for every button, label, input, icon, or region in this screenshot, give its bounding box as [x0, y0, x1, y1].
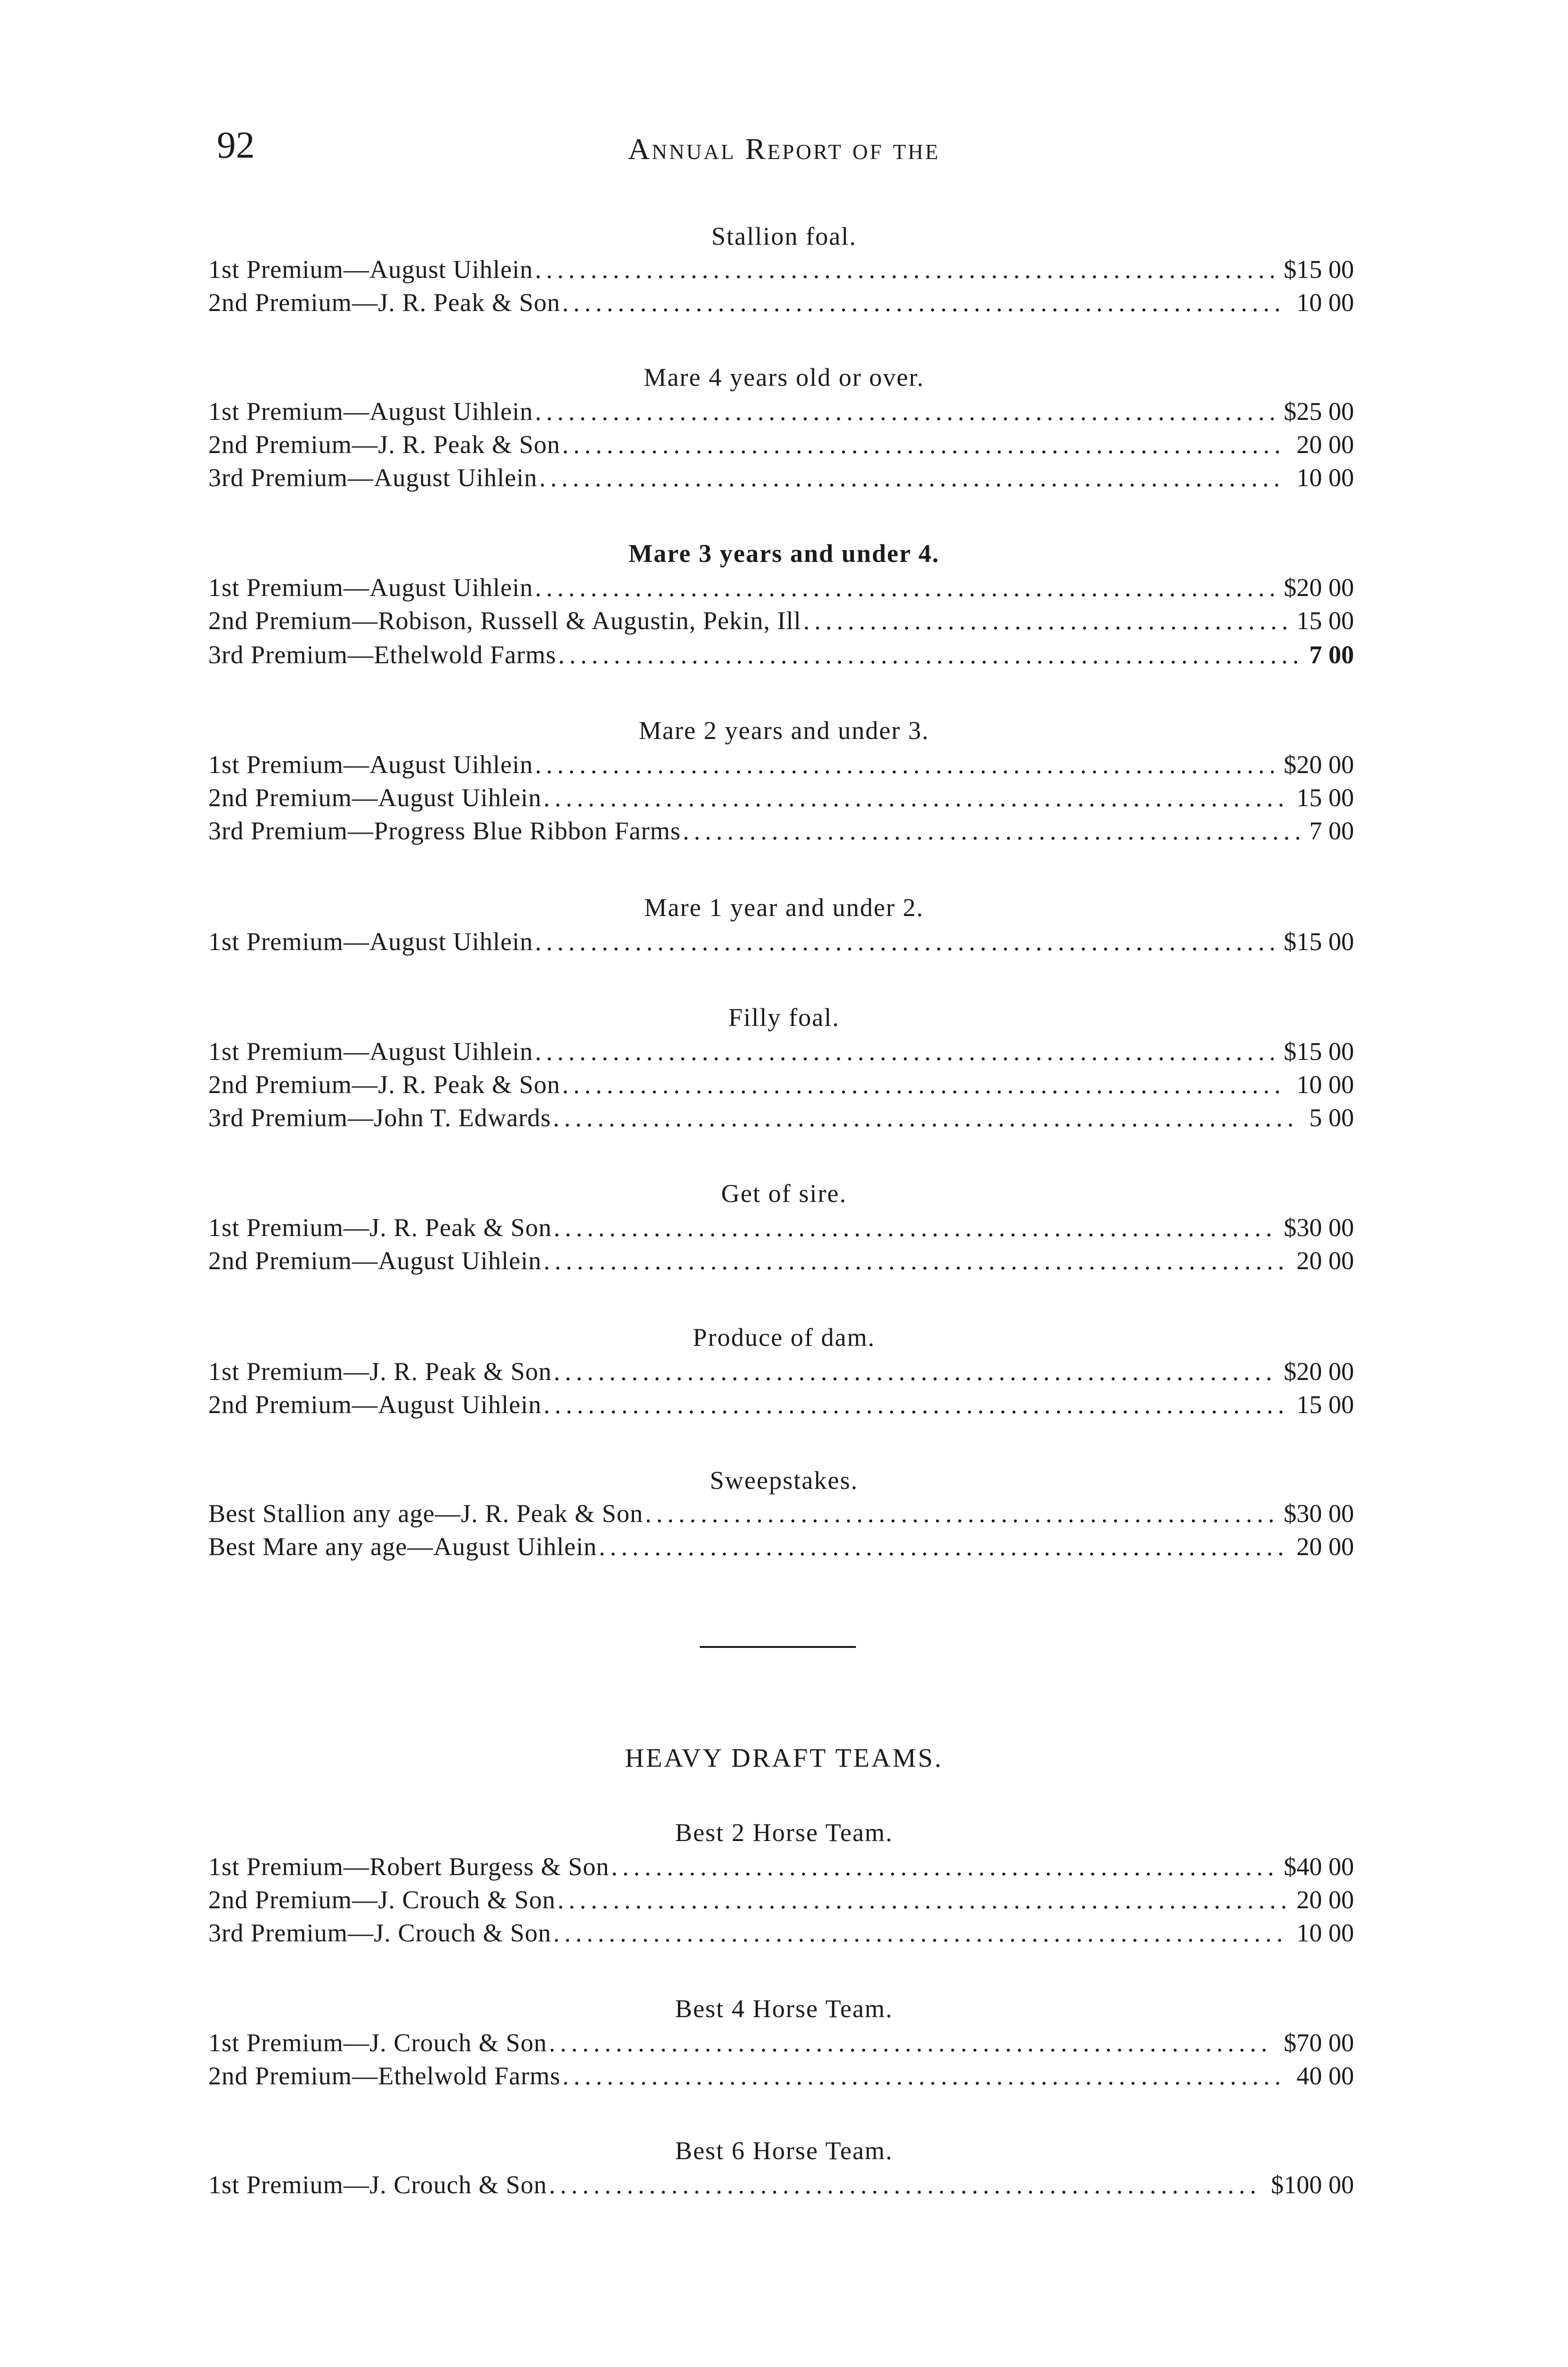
premium-winner: 3rd Premium—Ethelwold Farms: [208, 641, 556, 669]
dot-leader: [803, 606, 1286, 635]
premium-entry: [208, 1103, 1354, 1137]
premium-winner: 2nd Premium—J. R. Peak & Son: [208, 1070, 561, 1099]
class-title: Mare 2 years and under 3.: [639, 716, 929, 745]
dot-leader: [539, 463, 1286, 492]
premium-winner: 3rd Premium—August Uihlein: [208, 463, 537, 492]
premium-winner: 1st Premium—August Uihlein: [208, 927, 533, 956]
class-title: Get of sire.: [721, 1179, 847, 1208]
premium-amount: 15 00: [1296, 1390, 1354, 1419]
dot-leader: [554, 1213, 1274, 1242]
dot-leader: [562, 1070, 1286, 1099]
premium-entry: [208, 463, 1354, 497]
dot-leader: [562, 288, 1286, 317]
premium-amount: $20 00: [1283, 573, 1354, 602]
premium-amount: $20 00: [1283, 1357, 1354, 1386]
class-title: Stallion foal.: [711, 222, 857, 250]
class-title: Best 4 Horse Team.: [675, 1994, 893, 2023]
premium-amount: 40 00: [1296, 2062, 1354, 2090]
premium-winner: 1st Premium—Robert Burgess & Son: [208, 1852, 610, 1881]
premium-entry: [208, 1213, 1354, 1247]
premium-amount: 7 00: [1309, 641, 1354, 669]
dot-leader: [558, 640, 1299, 669]
premium-winner: 1st Premium—August Uihlein: [208, 1037, 533, 1066]
premium-amount: $30 00: [1283, 1213, 1354, 1242]
class-title: Sweepstakes.: [710, 1466, 858, 1495]
premium-entry: [208, 430, 1354, 464]
dot-leader: [535, 573, 1274, 602]
class-title: Mare 3 years and under 4.: [628, 539, 940, 568]
premium-entry: [208, 1532, 1354, 1566]
premium-entry: [208, 783, 1354, 817]
premium-entry: [208, 606, 1354, 640]
premium-winner: 2nd Premium—Robison, Russell & Augustin, Pekin, Ill: [208, 606, 802, 635]
premium-winner: 1st Premium—August Uihlein: [208, 397, 533, 426]
premium-entry: [208, 1070, 1354, 1104]
premium-entry: [208, 397, 1354, 431]
premium-amount: 10 00: [1296, 1070, 1354, 1099]
premium-winner: 2nd Premium—August Uihlein: [208, 1246, 542, 1275]
running-title: Annual Report of the: [628, 132, 940, 166]
dot-leader: [549, 2028, 1274, 2057]
premium-winner: 2nd Premium—August Uihlein: [208, 783, 542, 812]
premium-entry: [208, 2061, 1354, 2095]
premium-amount: 7 00: [1309, 817, 1354, 845]
premium-winner: Best Mare any age—August Uihlein: [208, 1532, 597, 1561]
premium-amount: 15 00: [1296, 783, 1354, 812]
premium-amount: $100 00: [1271, 2171, 1354, 2199]
premium-amount: $25 00: [1283, 397, 1354, 426]
dot-leader: [553, 1103, 1299, 1132]
premium-amount: 20 00: [1296, 1886, 1354, 1914]
premium-amount: 15 00: [1296, 606, 1354, 635]
premium-amount: 10 00: [1296, 1919, 1354, 1947]
premium-entry: [208, 1885, 1354, 1919]
dot-leader: [553, 1918, 1286, 1948]
page-number: 92: [217, 125, 255, 166]
premium-winner: 1st Premium—J. Crouch & Son: [208, 2171, 547, 2199]
premium-winner: 3rd Premium—J. Crouch & Son: [208, 1919, 552, 1947]
premium-winner: 1st Premium—August Uihlein: [208, 750, 533, 779]
dot-leader: [549, 2170, 1261, 2199]
premium-entry: [208, 1852, 1354, 1886]
premium-winner: 2nd Premium—August Uihlein: [208, 1390, 542, 1419]
premium-amount: $20 00: [1283, 750, 1354, 779]
premium-amount: $40 00: [1283, 1852, 1354, 1881]
premium-entry: [208, 750, 1354, 784]
premium-amount: $15 00: [1283, 1037, 1354, 1066]
dot-leader: [683, 816, 1299, 845]
premium-entry: [208, 1037, 1354, 1071]
dot-leader: [543, 1246, 1286, 1275]
section-divider: [700, 1646, 856, 1648]
premium-winner: 1st Premium—J. R. Peak & Son: [208, 1213, 552, 1242]
premium-amount: $15 00: [1283, 927, 1354, 956]
premium-winner: 2nd Premium—J. Crouch & Son: [208, 1886, 556, 1914]
class-title: Filly foal.: [728, 1003, 840, 1032]
dot-leader: [645, 1499, 1273, 1528]
premium-winner: 2nd Premium—Ethelwold Farms: [208, 2062, 561, 2090]
premium-winner: 2nd Premium—J. R. Peak & Son: [208, 430, 561, 459]
premium-winner: 1st Premium—August Uihlein: [208, 573, 533, 602]
dot-leader: [611, 1852, 1273, 1881]
premium-winner: 3rd Premium—Progress Blue Ribbon Farms: [208, 817, 681, 845]
premium-winner: 2nd Premium—J. R. Peak & Son: [208, 288, 561, 317]
premium-amount: 5 00: [1309, 1103, 1354, 1132]
class-title: Mare 4 years old or over.: [643, 363, 925, 392]
premium-winner: 1st Premium—J. Crouch & Son: [208, 2029, 547, 2057]
premium-amount: $70 00: [1283, 2029, 1354, 2057]
premium-amount: 20 00: [1296, 1532, 1354, 1561]
class-title: Produce of dam.: [693, 1323, 875, 1352]
premium-amount: 10 00: [1296, 288, 1354, 317]
dot-leader: [535, 255, 1274, 284]
premium-entry: [208, 927, 1354, 961]
premium-entry: [208, 573, 1354, 607]
premium-winner: 3rd Premium—John T. Edwards: [208, 1103, 551, 1132]
premium-entry: [208, 288, 1354, 322]
dot-leader: [535, 750, 1274, 779]
dot-leader: [562, 430, 1286, 459]
class-title: Best 6 Horse Team.: [675, 2136, 893, 2165]
premium-entry: [208, 1390, 1354, 1424]
dot-leader: [554, 1357, 1274, 1386]
dot-leader: [558, 1885, 1286, 1914]
premium-amount: 10 00: [1296, 463, 1354, 492]
premium-entry: [208, 1357, 1354, 1391]
dot-leader: [599, 1532, 1286, 1561]
premium-entry: [208, 1499, 1354, 1533]
dot-leader: [543, 783, 1286, 812]
premium-entry: [208, 1918, 1354, 1952]
premium-entry: [208, 640, 1354, 674]
premium-entry: [208, 255, 1354, 289]
premium-amount: $15 00: [1283, 255, 1354, 284]
premium-winner: Best Stallion any age—J. R. Peak & Son: [208, 1499, 643, 1528]
section-title: HEAVY DRAFT TEAMS.: [624, 1744, 944, 1773]
dot-leader: [535, 1037, 1274, 1066]
dot-leader: [543, 1390, 1286, 1419]
dot-leader: [535, 397, 1274, 426]
premium-amount: 20 00: [1296, 430, 1354, 459]
premium-entry: [208, 2170, 1354, 2204]
premium-entry: [208, 1246, 1354, 1280]
class-title: Mare 1 year and under 2.: [644, 893, 924, 922]
class-title: Best 2 Horse Team.: [675, 1818, 893, 1847]
dot-leader: [535, 927, 1274, 956]
premium-amount: $30 00: [1283, 1499, 1354, 1528]
premium-winner: 1st Premium—J. R. Peak & Son: [208, 1357, 552, 1386]
premium-entry: [208, 2028, 1354, 2062]
premium-amount: 20 00: [1296, 1246, 1354, 1275]
dot-leader: [562, 2061, 1286, 2091]
premium-entry: [208, 816, 1354, 850]
premium-winner: 1st Premium—August Uihlein: [208, 255, 533, 284]
